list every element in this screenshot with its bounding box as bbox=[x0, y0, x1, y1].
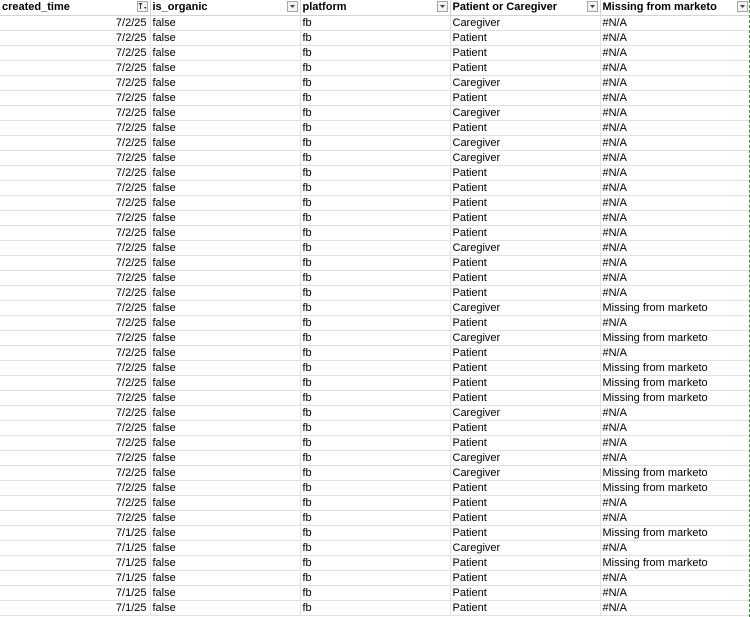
cell-platform[interactable]: fb bbox=[300, 91, 450, 106]
cell-created-time[interactable]: 7/2/25 bbox=[0, 121, 150, 136]
cell-is-organic[interactable]: false bbox=[150, 481, 300, 496]
cell-created-time[interactable]: 7/2/25 bbox=[0, 31, 150, 46]
cell-is-organic[interactable]: false bbox=[150, 376, 300, 391]
cell-platform[interactable]: fb bbox=[300, 406, 450, 421]
cell-created-time[interactable]: 7/1/25 bbox=[0, 601, 150, 616]
cell-is-organic[interactable]: false bbox=[150, 496, 300, 511]
cell-platform[interactable]: fb bbox=[300, 241, 450, 256]
cell-missing-from-marketo[interactable]: #N/A bbox=[600, 61, 750, 76]
table-row bbox=[0, 316, 750, 331]
cell-created-time[interactable]: 7/2/25 bbox=[0, 211, 150, 226]
cell-created-time[interactable]: 7/2/25 bbox=[0, 91, 150, 106]
cell-is-organic[interactable]: false bbox=[150, 346, 300, 361]
cell-missing-from-marketo[interactable]: #N/A bbox=[600, 496, 750, 511]
cell-created-time[interactable]: 7/2/25 bbox=[0, 151, 150, 166]
cell-created-time[interactable]: 7/2/25 bbox=[0, 16, 150, 31]
cell-patient-or-caregiver[interactable]: Patient bbox=[450, 481, 600, 496]
cell-platform[interactable]: fb bbox=[300, 331, 450, 346]
cell-is-organic[interactable]: false bbox=[150, 136, 300, 151]
cell-missing-from-marketo[interactable]: #N/A bbox=[600, 511, 750, 526]
cell-platform[interactable]: fb bbox=[300, 31, 450, 46]
cell-created-time[interactable]: 7/2/25 bbox=[0, 331, 150, 346]
cell-platform[interactable]: fb bbox=[300, 136, 450, 151]
table-row bbox=[0, 436, 750, 451]
cell-platform[interactable]: fb bbox=[300, 211, 450, 226]
table-row bbox=[0, 571, 750, 586]
cell-patient-or-caregiver[interactable]: Patient bbox=[450, 571, 600, 586]
cell-platform[interactable]: fb bbox=[300, 76, 450, 91]
cell-patient-or-caregiver[interactable]: Patient bbox=[450, 526, 600, 541]
cell-created-time[interactable]: 7/2/25 bbox=[0, 181, 150, 196]
cell-platform[interactable]: fb bbox=[300, 256, 450, 271]
table-row bbox=[0, 376, 750, 391]
cell-missing-from-marketo[interactable]: #N/A bbox=[600, 181, 750, 196]
cell-platform[interactable]: fb bbox=[300, 421, 450, 436]
cell-patient-or-caregiver[interactable]: Patient bbox=[450, 436, 600, 451]
table-row bbox=[0, 481, 750, 496]
cell-created-time[interactable]: 7/2/25 bbox=[0, 466, 150, 481]
cell-missing-from-marketo[interactable]: Missing from marketo bbox=[600, 526, 750, 541]
cell-platform[interactable]: fb bbox=[300, 346, 450, 361]
cell-missing-from-marketo[interactable]: #N/A bbox=[600, 436, 750, 451]
cell-created-time[interactable]: 7/1/25 bbox=[0, 586, 150, 601]
cell-missing-from-marketo[interactable]: #N/A bbox=[600, 76, 750, 91]
cell-platform[interactable]: fb bbox=[300, 196, 450, 211]
cell-patient-or-caregiver[interactable]: Caregiver bbox=[450, 76, 600, 91]
cell-is-organic[interactable]: false bbox=[150, 106, 300, 121]
table-row bbox=[0, 391, 750, 406]
cell-is-organic[interactable]: false bbox=[150, 526, 300, 541]
cell-is-organic[interactable]: false bbox=[150, 61, 300, 76]
cell-created-time[interactable]: 7/2/25 bbox=[0, 376, 150, 391]
cell-platform[interactable]: fb bbox=[300, 571, 450, 586]
cell-created-time[interactable]: 7/2/25 bbox=[0, 391, 150, 406]
cell-is-organic[interactable]: false bbox=[150, 541, 300, 556]
table-row bbox=[0, 121, 750, 136]
cell-missing-from-marketo[interactable]: #N/A bbox=[600, 196, 750, 211]
cell-patient-or-caregiver[interactable]: Patient bbox=[450, 511, 600, 526]
cell-missing-from-marketo[interactable]: #N/A bbox=[600, 31, 750, 46]
cell-platform[interactable]: fb bbox=[300, 376, 450, 391]
cell-created-time[interactable]: 7/2/25 bbox=[0, 136, 150, 151]
cell-created-time[interactable]: 7/2/25 bbox=[0, 106, 150, 121]
table-row bbox=[0, 511, 750, 526]
table-row bbox=[0, 76, 750, 91]
cell-patient-or-caregiver[interactable]: Caregiver bbox=[450, 151, 600, 166]
cell-created-time[interactable]: 7/2/25 bbox=[0, 166, 150, 181]
cell-platform[interactable]: fb bbox=[300, 496, 450, 511]
cell-patient-or-caregiver[interactable]: Patient bbox=[450, 601, 600, 616]
table-row bbox=[0, 181, 750, 196]
cell-is-organic[interactable]: false bbox=[150, 16, 300, 31]
dropdown-arrow-icon[interactable] bbox=[587, 1, 598, 12]
cell-platform[interactable]: fb bbox=[300, 481, 450, 496]
cell-patient-or-caregiver[interactable]: Patient bbox=[450, 61, 600, 76]
cell-platform[interactable]: fb bbox=[300, 436, 450, 451]
dropdown-arrow-icon[interactable] bbox=[737, 1, 748, 12]
cell-patient-or-caregiver[interactable]: Patient bbox=[450, 46, 600, 61]
cell-created-time[interactable]: 7/2/25 bbox=[0, 271, 150, 286]
cell-platform[interactable]: fb bbox=[300, 16, 450, 31]
table-row bbox=[0, 256, 750, 271]
table-row bbox=[0, 61, 750, 76]
cell-patient-or-caregiver[interactable]: Patient bbox=[450, 31, 600, 46]
cell-platform[interactable]: fb bbox=[300, 541, 450, 556]
header-platform[interactable] bbox=[300, 0, 450, 16]
cell-platform[interactable]: fb bbox=[300, 106, 450, 121]
cell-missing-from-marketo[interactable]: #N/A bbox=[600, 421, 750, 436]
cell-created-time[interactable]: 7/2/25 bbox=[0, 286, 150, 301]
cell-missing-from-marketo[interactable]: Missing from marketo bbox=[600, 301, 750, 316]
table-row bbox=[0, 151, 750, 166]
cell-platform[interactable]: fb bbox=[300, 361, 450, 376]
table-row bbox=[0, 526, 750, 541]
cell-platform[interactable]: fb bbox=[300, 556, 450, 571]
cell-platform[interactable]: fb bbox=[300, 226, 450, 241]
cell-missing-from-marketo[interactable]: #N/A bbox=[600, 226, 750, 241]
cell-patient-or-caregiver[interactable]: Caregiver bbox=[450, 16, 600, 31]
cell-missing-from-marketo[interactable]: #N/A bbox=[600, 166, 750, 181]
cell-missing-from-marketo[interactable]: Missing from marketo bbox=[600, 466, 750, 481]
cell-platform[interactable]: fb bbox=[300, 121, 450, 136]
grid-body bbox=[0, 16, 750, 616]
filter-active-icon[interactable] bbox=[137, 1, 148, 12]
cell-patient-or-caregiver[interactable]: Patient bbox=[450, 391, 600, 406]
cell-patient-or-caregiver[interactable]: Patient bbox=[450, 346, 600, 361]
cell-created-time[interactable]: 7/2/25 bbox=[0, 316, 150, 331]
cell-missing-from-marketo[interactable]: #N/A bbox=[600, 451, 750, 466]
table-row bbox=[0, 586, 750, 601]
table-row bbox=[0, 46, 750, 61]
cell-created-time[interactable]: 7/1/25 bbox=[0, 526, 150, 541]
cell-missing-from-marketo[interactable]: #N/A bbox=[600, 46, 750, 61]
dropdown-arrow-icon[interactable] bbox=[287, 1, 298, 12]
table-row bbox=[0, 196, 750, 211]
cell-is-organic[interactable]: false bbox=[150, 511, 300, 526]
cell-is-organic[interactable]: false bbox=[150, 46, 300, 61]
cell-created-time[interactable]: 7/2/25 bbox=[0, 196, 150, 211]
table-row bbox=[0, 466, 750, 481]
cell-is-organic[interactable]: false bbox=[150, 316, 300, 331]
cell-is-organic[interactable]: false bbox=[150, 301, 300, 316]
cell-patient-or-caregiver[interactable]: Patient bbox=[450, 271, 600, 286]
header-label: created_time bbox=[2, 1, 70, 13]
cell-missing-from-marketo[interactable]: #N/A bbox=[600, 286, 750, 301]
cell-is-organic[interactable]: false bbox=[150, 241, 300, 256]
cell-patient-or-caregiver[interactable]: Caregiver bbox=[450, 406, 600, 421]
cell-missing-from-marketo[interactable]: #N/A bbox=[600, 121, 750, 136]
cell-platform[interactable]: fb bbox=[300, 61, 450, 76]
header-label: platform bbox=[302, 1, 347, 13]
cell-missing-from-marketo[interactable]: #N/A bbox=[600, 241, 750, 256]
cell-created-time[interactable]: 7/2/25 bbox=[0, 451, 150, 466]
cell-platform[interactable]: fb bbox=[300, 451, 450, 466]
cell-platform[interactable]: fb bbox=[300, 466, 450, 481]
cell-missing-from-marketo[interactable]: #N/A bbox=[600, 211, 750, 226]
header-row bbox=[0, 0, 750, 16]
cell-is-organic[interactable]: false bbox=[150, 331, 300, 346]
cell-is-organic[interactable]: false bbox=[150, 601, 300, 616]
cell-is-organic[interactable]: false bbox=[150, 181, 300, 196]
cell-is-organic[interactable]: false bbox=[150, 391, 300, 406]
cell-missing-from-marketo[interactable]: Missing from marketo bbox=[600, 331, 750, 346]
table-row bbox=[0, 601, 750, 616]
cell-patient-or-caregiver[interactable]: Patient bbox=[450, 256, 600, 271]
cell-patient-or-caregiver[interactable]: Patient bbox=[450, 421, 600, 436]
cell-missing-from-marketo[interactable]: #N/A bbox=[600, 571, 750, 586]
cell-missing-from-marketo[interactable]: #N/A bbox=[600, 601, 750, 616]
table-row bbox=[0, 556, 750, 571]
cell-is-organic[interactable]: false bbox=[150, 571, 300, 586]
cell-is-organic[interactable]: false bbox=[150, 76, 300, 91]
table-row bbox=[0, 496, 750, 511]
cell-is-organic[interactable]: false bbox=[150, 556, 300, 571]
cell-platform[interactable]: fb bbox=[300, 271, 450, 286]
cell-is-organic[interactable]: false bbox=[150, 406, 300, 421]
table-row bbox=[0, 31, 750, 46]
cell-missing-from-marketo[interactable]: Missing from marketo bbox=[600, 361, 750, 376]
cell-created-time[interactable]: 7/2/25 bbox=[0, 361, 150, 376]
cell-is-organic[interactable]: false bbox=[150, 166, 300, 181]
table-row bbox=[0, 451, 750, 466]
cell-created-time[interactable]: 7/2/25 bbox=[0, 421, 150, 436]
cell-patient-or-caregiver[interactable]: Caregiver bbox=[450, 331, 600, 346]
cell-is-organic[interactable]: false bbox=[150, 256, 300, 271]
cell-patient-or-caregiver[interactable]: Patient bbox=[450, 316, 600, 331]
cell-created-time[interactable]: 7/2/25 bbox=[0, 241, 150, 256]
cell-created-time[interactable]: 7/2/25 bbox=[0, 481, 150, 496]
cell-is-organic[interactable]: false bbox=[150, 466, 300, 481]
table-row bbox=[0, 91, 750, 106]
table-row bbox=[0, 421, 750, 436]
cell-platform[interactable]: fb bbox=[300, 391, 450, 406]
header-missing-from-marketo[interactable] bbox=[600, 0, 750, 16]
cell-is-organic[interactable]: false bbox=[150, 91, 300, 106]
cell-patient-or-caregiver[interactable]: Patient bbox=[450, 211, 600, 226]
cell-platform[interactable]: fb bbox=[300, 586, 450, 601]
cell-missing-from-marketo[interactable]: #N/A bbox=[600, 406, 750, 421]
cell-is-organic[interactable]: false bbox=[150, 361, 300, 376]
cell-created-time[interactable]: 7/1/25 bbox=[0, 556, 150, 571]
cell-patient-or-caregiver[interactable]: Patient bbox=[450, 586, 600, 601]
cell-is-organic[interactable]: false bbox=[150, 226, 300, 241]
cell-patient-or-caregiver[interactable]: Patient bbox=[450, 121, 600, 136]
table-row bbox=[0, 346, 750, 361]
cell-created-time[interactable]: 7/2/25 bbox=[0, 496, 150, 511]
cell-missing-from-marketo[interactable]: #N/A bbox=[600, 16, 750, 31]
cell-patient-or-caregiver[interactable]: Caregiver bbox=[450, 466, 600, 481]
cell-is-organic[interactable]: false bbox=[150, 421, 300, 436]
table-row bbox=[0, 361, 750, 376]
table-row bbox=[0, 241, 750, 256]
table-row bbox=[0, 106, 750, 121]
cell-missing-from-marketo[interactable]: #N/A bbox=[600, 346, 750, 361]
cell-missing-from-marketo[interactable]: #N/A bbox=[600, 541, 750, 556]
table-row bbox=[0, 16, 750, 31]
header-is-organic[interactable] bbox=[150, 0, 300, 16]
table-row bbox=[0, 211, 750, 226]
cell-is-organic[interactable]: false bbox=[150, 211, 300, 226]
cell-platform[interactable]: fb bbox=[300, 316, 450, 331]
cell-missing-from-marketo[interactable]: Missing from marketo bbox=[600, 556, 750, 571]
cell-patient-or-caregiver[interactable]: Caregiver bbox=[450, 241, 600, 256]
cell-missing-from-marketo[interactable]: #N/A bbox=[600, 256, 750, 271]
table-row bbox=[0, 406, 750, 421]
cell-created-time[interactable]: 7/1/25 bbox=[0, 571, 150, 586]
cell-platform[interactable]: fb bbox=[300, 511, 450, 526]
cell-missing-from-marketo[interactable]: #N/A bbox=[600, 316, 750, 331]
cell-is-organic[interactable]: false bbox=[150, 586, 300, 601]
cell-is-organic[interactable]: false bbox=[150, 121, 300, 136]
cell-missing-from-marketo[interactable]: #N/A bbox=[600, 151, 750, 166]
cell-created-time[interactable]: 7/2/25 bbox=[0, 346, 150, 361]
cell-patient-or-caregiver[interactable]: Caregiver bbox=[450, 451, 600, 466]
table-row bbox=[0, 166, 750, 181]
cell-created-time[interactable]: 7/2/25 bbox=[0, 511, 150, 526]
cell-missing-from-marketo[interactable]: #N/A bbox=[600, 586, 750, 601]
cell-patient-or-caregiver[interactable]: Caregiver bbox=[450, 301, 600, 316]
dropdown-arrow-icon[interactable] bbox=[437, 1, 448, 12]
header-created-time[interactable] bbox=[0, 0, 150, 16]
cell-missing-from-marketo[interactable]: Missing from marketo bbox=[600, 481, 750, 496]
cell-platform[interactable]: fb bbox=[300, 286, 450, 301]
table-row bbox=[0, 271, 750, 286]
cell-missing-from-marketo[interactable]: #N/A bbox=[600, 136, 750, 151]
cell-created-time[interactable]: 7/2/25 bbox=[0, 406, 150, 421]
cell-missing-from-marketo[interactable]: Missing from marketo bbox=[600, 376, 750, 391]
cell-is-organic[interactable]: false bbox=[150, 436, 300, 451]
table-row bbox=[0, 136, 750, 151]
cell-patient-or-caregiver[interactable]: Patient bbox=[450, 226, 600, 241]
table-row bbox=[0, 331, 750, 346]
header-label: is_organic bbox=[152, 1, 208, 13]
header-patient-or-caregiver[interactable] bbox=[450, 0, 600, 16]
cell-is-organic[interactable]: false bbox=[150, 271, 300, 286]
cell-patient-or-caregiver[interactable]: Patient bbox=[450, 166, 600, 181]
cell-missing-from-marketo[interactable]: Missing from marketo bbox=[600, 391, 750, 406]
cell-missing-from-marketo[interactable]: #N/A bbox=[600, 106, 750, 121]
cell-created-time[interactable]: 7/2/25 bbox=[0, 76, 150, 91]
cell-created-time[interactable]: 7/2/25 bbox=[0, 301, 150, 316]
cell-patient-or-caregiver[interactable]: Caregiver bbox=[450, 541, 600, 556]
cell-platform[interactable]: fb bbox=[300, 166, 450, 181]
cell-platform[interactable]: fb bbox=[300, 301, 450, 316]
cell-patient-or-caregiver[interactable]: Patient bbox=[450, 361, 600, 376]
cell-missing-from-marketo[interactable]: #N/A bbox=[600, 271, 750, 286]
cell-platform[interactable]: fb bbox=[300, 526, 450, 541]
cell-patient-or-caregiver[interactable]: Patient bbox=[450, 181, 600, 196]
cell-patient-or-caregiver[interactable]: Caregiver bbox=[450, 106, 600, 121]
cell-missing-from-marketo[interactable]: #N/A bbox=[600, 91, 750, 106]
cell-platform[interactable]: fb bbox=[300, 46, 450, 61]
cell-patient-or-caregiver[interactable]: Patient bbox=[450, 496, 600, 511]
cell-created-time[interactable]: 7/1/25 bbox=[0, 541, 150, 556]
cell-is-organic[interactable]: false bbox=[150, 196, 300, 211]
cell-platform[interactable]: fb bbox=[300, 181, 450, 196]
cell-patient-or-caregiver[interactable]: Patient bbox=[450, 376, 600, 391]
cell-platform[interactable]: fb bbox=[300, 601, 450, 616]
cell-is-organic[interactable]: false bbox=[150, 151, 300, 166]
cell-patient-or-caregiver[interactable]: Patient bbox=[450, 196, 600, 211]
table-row bbox=[0, 301, 750, 316]
table-row bbox=[0, 541, 750, 556]
cell-patient-or-caregiver[interactable]: Patient bbox=[450, 286, 600, 301]
cell-is-organic[interactable]: false bbox=[150, 451, 300, 466]
header-label: Missing from marketo bbox=[602, 1, 717, 13]
cell-created-time[interactable]: 7/2/25 bbox=[0, 256, 150, 271]
table-row bbox=[0, 286, 750, 301]
cell-is-organic[interactable]: false bbox=[150, 286, 300, 301]
cell-created-time[interactable]: 7/2/25 bbox=[0, 436, 150, 451]
table-row bbox=[0, 226, 750, 241]
cell-created-time[interactable]: 7/2/25 bbox=[0, 46, 150, 61]
cell-platform[interactable]: fb bbox=[300, 151, 450, 166]
cell-patient-or-caregiver[interactable]: Caregiver bbox=[450, 136, 600, 151]
cell-created-time[interactable]: 7/2/25 bbox=[0, 61, 150, 76]
cell-is-organic[interactable]: false bbox=[150, 31, 300, 46]
cell-patient-or-caregiver[interactable]: Patient bbox=[450, 556, 600, 571]
header-label: Patient or Caregiver bbox=[452, 1, 558, 13]
cell-created-time[interactable]: 7/2/25 bbox=[0, 226, 150, 241]
cell-patient-or-caregiver[interactable]: Patient bbox=[450, 91, 600, 106]
